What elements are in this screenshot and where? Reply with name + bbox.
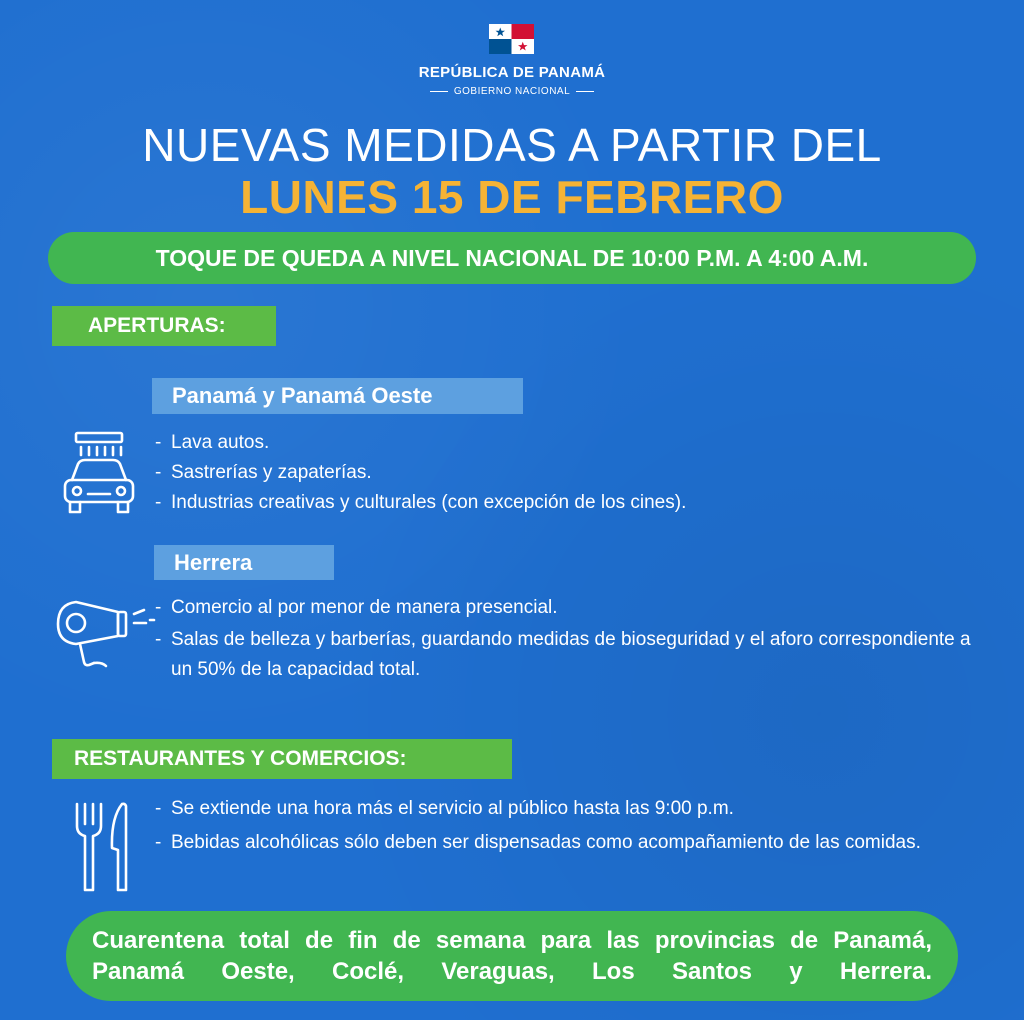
hair-dryer-icon xyxy=(54,596,164,672)
country-name: REPÚBLICA DE PANAMÁ xyxy=(418,64,606,81)
quarantine-line-1: Cuarentena total de fin de semana para las provincias de Panamá, xyxy=(92,927,932,954)
aperturas-heading: APERTURAS: xyxy=(52,306,276,346)
list-item: - Lava autos. xyxy=(155,428,975,458)
herrera-openings-list xyxy=(155,593,985,685)
curfew-banner: TOQUE DE QUEDA A NIVEL NACIONAL DE 10:00 P.M. A 4:00 A.M. xyxy=(48,232,976,284)
list-item: - Se extiende una hora más el servicio al público hasta las 9:00 p.m. xyxy=(155,794,985,824)
list-item: - Sastrerías y zapaterías. xyxy=(155,458,975,488)
restaurants-list xyxy=(155,794,985,858)
panama-flag-icon xyxy=(489,24,534,54)
headline-line-1: NUEVAS MEDIDAS A PARTIR DEL xyxy=(142,119,882,171)
divider xyxy=(576,91,594,92)
panama-openings-list xyxy=(155,428,975,518)
list-item: - Salas de belleza y barberías, guardando medidas de bioseguridad y el aforo correspondiente a un 50% de la capacidad total. xyxy=(155,625,985,685)
restaurants-heading: RESTAURANTES Y COMERCIOS: xyxy=(52,739,512,779)
government-text: GOBIERNO NACIONAL xyxy=(453,86,571,97)
quarantine-banner xyxy=(66,911,958,1001)
list-item: - Industrias creativas y culturales (con excepción de los cines). xyxy=(155,488,975,518)
divider xyxy=(430,91,448,92)
list-item: - Comercio al por menor de manera presencial. xyxy=(155,593,985,623)
car-wash-icon xyxy=(58,430,140,518)
region-tag-herrera: Herrera xyxy=(154,545,334,580)
list-item: - Bebidas alcohólicas sólo deben ser dispensadas como acompañamiento de las comidas. xyxy=(155,828,985,858)
quarantine-line-2: Panamá Oeste, Coclé, Veraguas, Los Santos y Herrera. xyxy=(92,958,932,985)
cutlery-icon xyxy=(74,800,134,894)
region-tag-panama: Panamá y Panamá Oeste xyxy=(152,378,523,414)
headline-date: LUNES 15 DE FEBRERO xyxy=(240,171,784,223)
government-label xyxy=(0,86,1024,97)
